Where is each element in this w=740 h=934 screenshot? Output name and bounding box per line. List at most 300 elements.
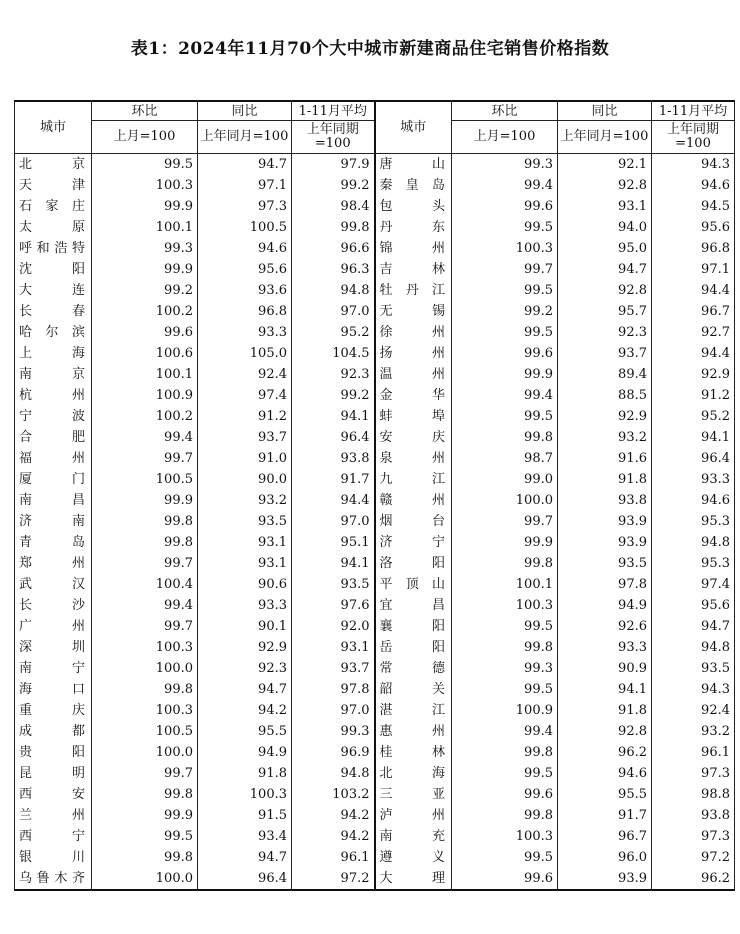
city-cell: 温州 <box>375 364 452 385</box>
avg-cell: 94.1 <box>292 406 375 427</box>
huanbi-cell: 99.3 <box>92 238 198 259</box>
avg-cell: 93.7 <box>292 658 375 679</box>
tongbi-cell: 91.8 <box>558 469 652 490</box>
avg-cell: 96.4 <box>292 427 375 448</box>
huanbi-cell: 99.4 <box>92 595 198 616</box>
huanbi-cell: 100.9 <box>92 385 198 406</box>
avg-cell: 94.4 <box>652 343 735 364</box>
city-cell: 锦州 <box>375 238 452 259</box>
huanbi-cell: 100.3 <box>452 595 558 616</box>
huanbi-cell: 99.4 <box>452 175 558 196</box>
tongbi-cell: 105.0 <box>198 343 292 364</box>
city-cell: 上海 <box>15 343 92 364</box>
city-cell: 西安 <box>15 784 92 805</box>
city-cell: 徐州 <box>375 322 452 343</box>
avg-cell: 96.1 <box>652 742 735 763</box>
avg-cell: 95.1 <box>292 532 375 553</box>
avg-cell: 96.4 <box>652 448 735 469</box>
tongbi-cell: 90.1 <box>198 616 292 637</box>
tongbi-cell: 93.1 <box>558 196 652 217</box>
huanbi-cell: 100.4 <box>92 574 198 595</box>
header-tongbi-left: 同比 <box>198 101 292 121</box>
tongbi-cell: 91.2 <box>198 406 292 427</box>
city-cell: 扬州 <box>375 343 452 364</box>
huanbi-cell: 99.9 <box>92 196 198 217</box>
tongbi-cell: 97.4 <box>198 385 292 406</box>
avg-cell: 92.4 <box>652 700 735 721</box>
city-cell: 长春 <box>15 301 92 322</box>
tongbi-cell: 94.7 <box>198 679 292 700</box>
tongbi-cell: 93.7 <box>198 427 292 448</box>
avg-cell: 103.2 <box>292 784 375 805</box>
tongbi-cell: 91.8 <box>558 700 652 721</box>
huanbi-cell: 99.9 <box>92 805 198 826</box>
table-row <box>15 385 735 406</box>
city-cell: 赣州 <box>375 490 452 511</box>
avg-cell: 97.0 <box>292 301 375 322</box>
huanbi-cell: 100.9 <box>452 700 558 721</box>
city-cell: 泸州 <box>375 805 452 826</box>
huanbi-cell: 99.0 <box>452 469 558 490</box>
avg-cell: 98.8 <box>652 784 735 805</box>
city-cell: 蚌埠 <box>375 406 452 427</box>
avg-cell: 93.8 <box>292 448 375 469</box>
avg-cell: 95.3 <box>652 553 735 574</box>
tongbi-cell: 90.9 <box>558 658 652 679</box>
city-cell: 乌鲁木齐 <box>15 868 92 890</box>
header-huanbi-right: 环比 <box>452 101 558 121</box>
avg-cell: 99.8 <box>292 217 375 238</box>
city-cell: 安庆 <box>375 427 452 448</box>
table-row <box>15 868 735 890</box>
huanbi-cell: 100.3 <box>452 826 558 847</box>
huanbi-cell: 100.0 <box>92 868 198 890</box>
avg-cell: 97.2 <box>292 868 375 890</box>
city-cell: 呼和浩特 <box>15 238 92 259</box>
avg-cell: 96.7 <box>652 301 735 322</box>
city-cell: 哈尔滨 <box>15 322 92 343</box>
huanbi-cell: 100.1 <box>452 574 558 595</box>
huanbi-cell: 99.7 <box>452 259 558 280</box>
huanbi-cell: 99.7 <box>92 616 198 637</box>
city-cell: 银川 <box>15 847 92 868</box>
avg-cell: 97.8 <box>292 679 375 700</box>
city-cell: 沈阳 <box>15 259 92 280</box>
tongbi-cell: 94.9 <box>198 742 292 763</box>
city-cell: 成都 <box>15 721 92 742</box>
tongbi-cell: 97.8 <box>558 574 652 595</box>
table-row <box>15 469 735 490</box>
table-row <box>15 763 735 784</box>
avg-cell: 93.5 <box>292 574 375 595</box>
avg-cell: 97.0 <box>292 511 375 532</box>
tongbi-cell: 96.2 <box>558 742 652 763</box>
header-avg-right: 1-11月平均 <box>652 101 735 121</box>
huanbi-cell: 99.9 <box>92 490 198 511</box>
tongbi-cell: 93.2 <box>198 490 292 511</box>
huanbi-cell: 99.3 <box>452 154 558 176</box>
city-cell: 秦皇岛 <box>375 175 452 196</box>
city-cell: 济南 <box>15 511 92 532</box>
avg-cell: 94.3 <box>652 154 735 176</box>
city-cell: 兰州 <box>15 805 92 826</box>
avg-cell: 94.8 <box>652 637 735 658</box>
avg-cell: 98.4 <box>292 196 375 217</box>
city-cell: 无锡 <box>375 301 452 322</box>
avg-cell: 95.3 <box>652 511 735 532</box>
table-row <box>15 280 735 301</box>
city-cell: 南昌 <box>15 490 92 511</box>
huanbi-cell: 99.7 <box>92 448 198 469</box>
tongbi-cell: 94.6 <box>558 763 652 784</box>
huanbi-cell: 99.9 <box>452 364 558 385</box>
avg-cell: 99.3 <box>292 721 375 742</box>
avg-cell: 97.6 <box>292 595 375 616</box>
avg-cell: 93.8 <box>652 805 735 826</box>
avg-cell: 94.1 <box>652 427 735 448</box>
huanbi-cell: 99.8 <box>452 553 558 574</box>
table-row <box>15 574 735 595</box>
tongbi-cell: 93.1 <box>198 532 292 553</box>
table-row <box>15 616 735 637</box>
huanbi-cell: 99.9 <box>92 259 198 280</box>
table-row <box>15 343 735 364</box>
city-cell: 厦门 <box>15 469 92 490</box>
avg-cell: 94.4 <box>652 280 735 301</box>
tongbi-cell: 93.9 <box>558 868 652 890</box>
huanbi-cell: 99.4 <box>452 385 558 406</box>
tongbi-cell: 93.4 <box>198 826 292 847</box>
city-cell: 襄阳 <box>375 616 452 637</box>
tongbi-cell: 92.8 <box>558 721 652 742</box>
tongbi-cell: 96.0 <box>558 847 652 868</box>
city-cell: 大理 <box>375 868 452 890</box>
avg-cell: 94.1 <box>292 553 375 574</box>
table-row <box>15 196 735 217</box>
huanbi-cell: 100.0 <box>92 658 198 679</box>
avg-cell: 93.5 <box>652 658 735 679</box>
tongbi-cell: 93.3 <box>558 637 652 658</box>
city-cell: 福州 <box>15 448 92 469</box>
tongbi-cell: 90.0 <box>198 469 292 490</box>
tongbi-cell: 93.5 <box>558 553 652 574</box>
subheader-huanbi-right: 上月=100 <box>452 121 558 154</box>
huanbi-cell: 100.1 <box>92 364 198 385</box>
huanbi-cell: 99.5 <box>452 406 558 427</box>
city-cell: 吉林 <box>375 259 452 280</box>
city-cell: 青岛 <box>15 532 92 553</box>
huanbi-cell: 99.7 <box>452 511 558 532</box>
avg-cell: 94.8 <box>652 532 735 553</box>
tongbi-cell: 97.1 <box>198 175 292 196</box>
city-cell: 包头 <box>375 196 452 217</box>
city-cell: 南宁 <box>15 658 92 679</box>
table-row <box>15 154 735 176</box>
huanbi-cell: 98.7 <box>452 448 558 469</box>
city-cell: 深圳 <box>15 637 92 658</box>
avg-cell: 92.0 <box>292 616 375 637</box>
city-cell: 西宁 <box>15 826 92 847</box>
tongbi-cell: 92.3 <box>198 658 292 679</box>
tongbi-cell: 92.8 <box>558 175 652 196</box>
tongbi-cell: 94.6 <box>198 238 292 259</box>
subheader-avg-left: 上年同期=100 <box>292 121 375 154</box>
avg-cell: 96.8 <box>652 238 735 259</box>
header-huanbi-left: 环比 <box>92 101 198 121</box>
tongbi-cell: 95.7 <box>558 301 652 322</box>
city-cell: 常德 <box>375 658 452 679</box>
header-city-right: 城市 <box>375 101 452 154</box>
table-row <box>15 847 735 868</box>
avg-cell: 94.6 <box>652 175 735 196</box>
table-row <box>15 490 735 511</box>
tongbi-cell: 95.0 <box>558 238 652 259</box>
avg-cell: 94.3 <box>652 679 735 700</box>
city-cell: 唐山 <box>375 154 452 176</box>
table-row <box>15 175 735 196</box>
huanbi-cell: 99.8 <box>92 784 198 805</box>
avg-cell: 91.7 <box>292 469 375 490</box>
huanbi-cell: 99.8 <box>92 847 198 868</box>
avg-cell: 95.2 <box>652 406 735 427</box>
tongbi-cell: 95.5 <box>558 784 652 805</box>
huanbi-cell: 99.8 <box>92 511 198 532</box>
huanbi-cell: 99.6 <box>452 196 558 217</box>
city-cell: 石家庄 <box>15 196 92 217</box>
huanbi-cell: 99.8 <box>452 805 558 826</box>
city-cell: 岳阳 <box>375 637 452 658</box>
table-row <box>15 364 735 385</box>
tongbi-cell: 94.7 <box>198 154 292 176</box>
huanbi-cell: 99.6 <box>92 322 198 343</box>
avg-cell: 96.2 <box>652 868 735 890</box>
city-cell: 合肥 <box>15 427 92 448</box>
tongbi-cell: 89.4 <box>558 364 652 385</box>
avg-cell: 104.5 <box>292 343 375 364</box>
city-cell: 泉州 <box>375 448 452 469</box>
table-row <box>15 532 735 553</box>
tongbi-cell: 94.2 <box>198 700 292 721</box>
huanbi-cell: 100.0 <box>92 742 198 763</box>
city-cell: 重庆 <box>15 700 92 721</box>
avg-cell: 96.9 <box>292 742 375 763</box>
header-city-left: 城市 <box>15 101 92 154</box>
city-cell: 宁波 <box>15 406 92 427</box>
huanbi-cell: 99.5 <box>452 847 558 868</box>
huanbi-cell: 100.3 <box>452 238 558 259</box>
huanbi-cell: 99.4 <box>452 721 558 742</box>
city-cell: 郑州 <box>15 553 92 574</box>
huanbi-cell: 99.8 <box>452 427 558 448</box>
tongbi-cell: 100.5 <box>198 217 292 238</box>
table-row <box>15 553 735 574</box>
table-row <box>15 595 735 616</box>
huanbi-cell: 99.8 <box>92 532 198 553</box>
huanbi-cell: 100.3 <box>92 700 198 721</box>
tongbi-cell: 91.5 <box>198 805 292 826</box>
table-row <box>15 322 735 343</box>
city-cell: 太原 <box>15 217 92 238</box>
subheader-huanbi-left: 上月=100 <box>92 121 198 154</box>
huanbi-cell: 99.9 <box>452 532 558 553</box>
tongbi-cell: 92.1 <box>558 154 652 176</box>
avg-cell: 94.6 <box>652 490 735 511</box>
table-row <box>15 784 735 805</box>
city-cell: 广州 <box>15 616 92 637</box>
table-row <box>15 742 735 763</box>
huanbi-cell: 100.1 <box>92 217 198 238</box>
city-cell: 惠州 <box>375 721 452 742</box>
tongbi-cell: 91.6 <box>558 448 652 469</box>
price-index-table <box>14 100 735 891</box>
city-cell: 北京 <box>15 154 92 176</box>
tongbi-cell: 92.9 <box>198 637 292 658</box>
tongbi-cell: 91.8 <box>198 763 292 784</box>
city-cell: 平顶山 <box>375 574 452 595</box>
tongbi-cell: 91.7 <box>558 805 652 826</box>
huanbi-cell: 100.3 <box>92 637 198 658</box>
header-tongbi-right: 同比 <box>558 101 652 121</box>
city-cell: 湛江 <box>375 700 452 721</box>
table-row <box>15 301 735 322</box>
tongbi-cell: 97.3 <box>198 196 292 217</box>
table-row <box>15 637 735 658</box>
avg-cell: 94.2 <box>292 805 375 826</box>
avg-cell: 97.4 <box>652 574 735 595</box>
huanbi-cell: 99.5 <box>452 280 558 301</box>
tongbi-cell: 90.6 <box>198 574 292 595</box>
table-row <box>15 427 735 448</box>
avg-cell: 96.6 <box>292 238 375 259</box>
huanbi-cell: 99.5 <box>452 217 558 238</box>
avg-cell: 96.3 <box>292 259 375 280</box>
table-row <box>15 700 735 721</box>
city-cell: 牡丹江 <box>375 280 452 301</box>
city-cell: 贵阳 <box>15 742 92 763</box>
avg-cell: 94.2 <box>292 826 375 847</box>
huanbi-cell: 99.5 <box>452 763 558 784</box>
huanbi-cell: 99.5 <box>452 616 558 637</box>
city-cell: 长沙 <box>15 595 92 616</box>
tongbi-cell: 93.7 <box>558 343 652 364</box>
avg-cell: 94.8 <box>292 280 375 301</box>
table-title: 表1：2024年11月70个大中城市新建商品住宅销售价格指数 <box>130 39 610 59</box>
city-cell: 韶关 <box>375 679 452 700</box>
tongbi-cell: 92.3 <box>558 322 652 343</box>
avg-cell: 93.3 <box>652 469 735 490</box>
tongbi-cell: 95.6 <box>198 259 292 280</box>
huanbi-cell: 99.6 <box>452 868 558 890</box>
city-cell: 杭州 <box>15 385 92 406</box>
table-row <box>15 238 735 259</box>
table-row <box>15 805 735 826</box>
subheader-tongbi-right: 上年同月=100 <box>558 121 652 154</box>
avg-cell: 96.1 <box>292 847 375 868</box>
avg-cell: 94.7 <box>652 616 735 637</box>
huanbi-cell: 99.5 <box>452 679 558 700</box>
huanbi-cell: 99.3 <box>452 658 558 679</box>
subheader-tongbi-left: 上年同月=100 <box>198 121 292 154</box>
city-cell: 丹东 <box>375 217 452 238</box>
tongbi-cell: 100.3 <box>198 784 292 805</box>
huanbi-cell: 99.2 <box>92 280 198 301</box>
table-row <box>15 217 735 238</box>
avg-cell: 91.2 <box>652 385 735 406</box>
table-row <box>15 259 735 280</box>
avg-cell: 97.1 <box>652 259 735 280</box>
city-cell: 大连 <box>15 280 92 301</box>
avg-cell: 97.2 <box>652 847 735 868</box>
tongbi-cell: 88.5 <box>558 385 652 406</box>
tongbi-cell: 92.8 <box>558 280 652 301</box>
huanbi-cell: 99.8 <box>92 679 198 700</box>
tongbi-cell: 93.1 <box>198 553 292 574</box>
avg-cell: 92.3 <box>292 364 375 385</box>
tongbi-cell: 96.4 <box>198 868 292 890</box>
avg-cell: 97.0 <box>292 700 375 721</box>
table-row <box>15 721 735 742</box>
avg-cell: 95.6 <box>652 217 735 238</box>
tongbi-cell: 94.1 <box>558 679 652 700</box>
huanbi-cell: 99.5 <box>92 826 198 847</box>
tongbi-cell: 94.7 <box>558 259 652 280</box>
huanbi-cell: 100.5 <box>92 469 198 490</box>
avg-cell: 97.9 <box>292 154 375 176</box>
huanbi-cell: 99.6 <box>452 784 558 805</box>
table-row <box>15 406 735 427</box>
city-cell: 三亚 <box>375 784 452 805</box>
city-cell: 桂林 <box>375 742 452 763</box>
avg-cell: 95.6 <box>652 595 735 616</box>
header-avg-left: 1-11月平均 <box>292 101 375 121</box>
huanbi-cell: 99.8 <box>452 637 558 658</box>
avg-cell: 94.8 <box>292 763 375 784</box>
city-cell: 武汉 <box>15 574 92 595</box>
table-row <box>15 679 735 700</box>
city-cell: 九江 <box>375 469 452 490</box>
huanbi-cell: 99.5 <box>92 154 198 176</box>
subheader-avg-right: 上年同期=100 <box>652 121 735 154</box>
avg-cell: 95.2 <box>292 322 375 343</box>
city-cell: 北海 <box>375 763 452 784</box>
city-cell: 遵义 <box>375 847 452 868</box>
city-cell: 昆明 <box>15 763 92 784</box>
avg-cell: 92.9 <box>652 364 735 385</box>
avg-cell: 99.2 <box>292 385 375 406</box>
huanbi-cell: 99.7 <box>92 763 198 784</box>
table-row <box>15 658 735 679</box>
huanbi-cell: 100.3 <box>92 175 198 196</box>
tongbi-cell: 95.5 <box>198 721 292 742</box>
tongbi-cell: 91.0 <box>198 448 292 469</box>
city-cell: 金华 <box>375 385 452 406</box>
city-cell: 海口 <box>15 679 92 700</box>
huanbi-cell: 100.0 <box>452 490 558 511</box>
huanbi-cell: 100.2 <box>92 301 198 322</box>
avg-cell: 93.1 <box>292 637 375 658</box>
tongbi-cell: 96.8 <box>198 301 292 322</box>
avg-cell: 97.3 <box>652 763 735 784</box>
tongbi-cell: 92.4 <box>198 364 292 385</box>
tongbi-cell: 94.9 <box>558 595 652 616</box>
huanbi-cell: 99.8 <box>452 742 558 763</box>
city-cell: 南京 <box>15 364 92 385</box>
avg-cell: 99.2 <box>292 175 375 196</box>
city-cell: 天津 <box>15 175 92 196</box>
huanbi-cell: 100.6 <box>92 343 198 364</box>
huanbi-cell: 99.5 <box>452 322 558 343</box>
huanbi-cell: 99.7 <box>92 553 198 574</box>
